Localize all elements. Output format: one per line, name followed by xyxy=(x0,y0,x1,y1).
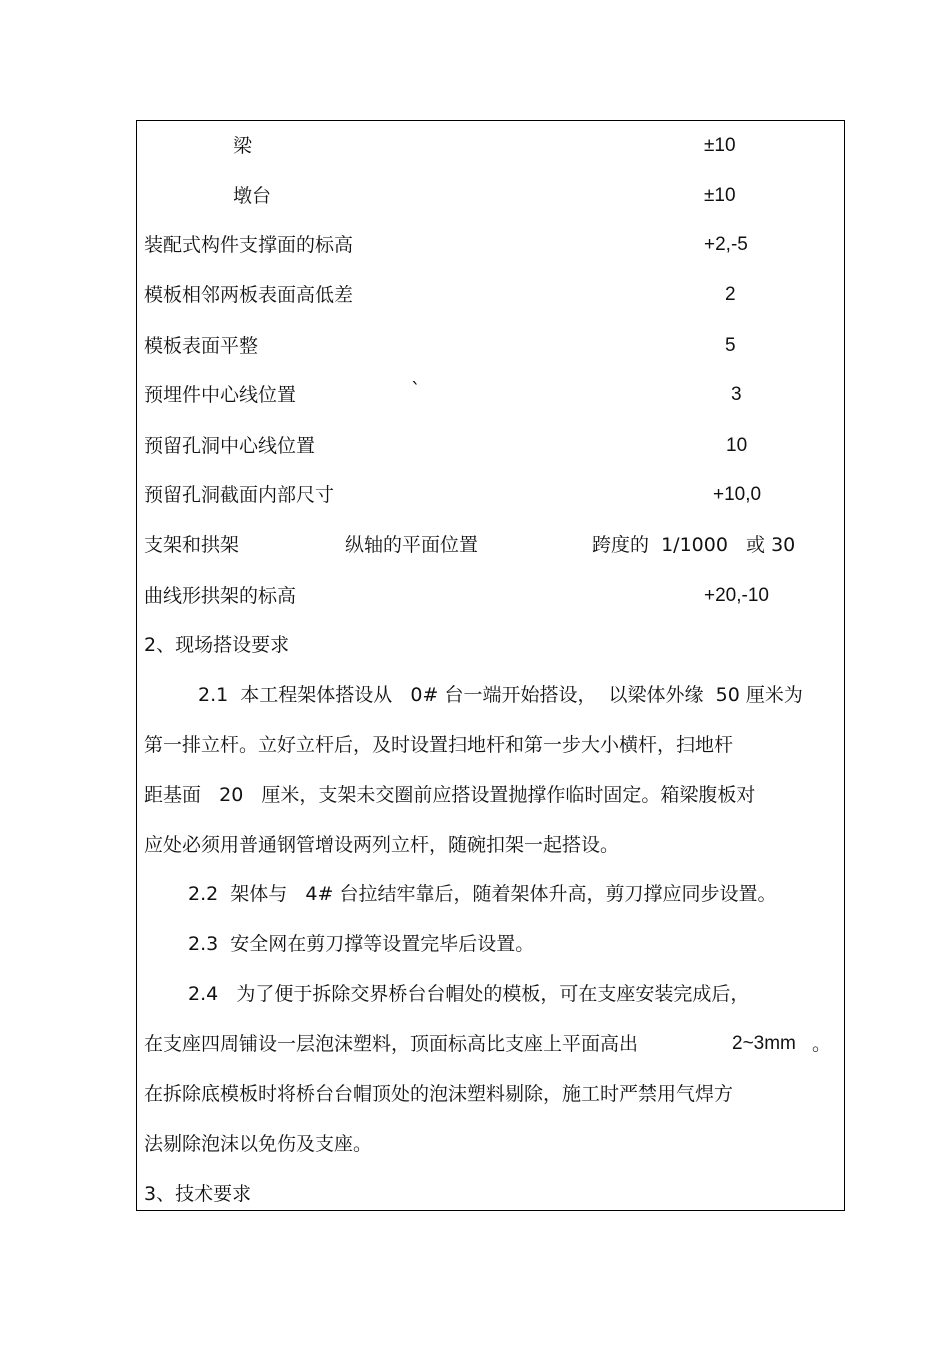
para-2-4-line-2: 在支座四周铺设一层泡沫塑料，顶面标高比支座上平面高出 xyxy=(144,1033,639,1055)
row-label-support-elevation: 装配式构件支撑面的标高 xyxy=(144,234,354,256)
para-2-4-line-4: 法剔除泡沫以免伤及支座。 xyxy=(144,1133,373,1155)
row-label-beam: 梁 xyxy=(233,135,253,157)
para-2-4-line-1: 2.4 为了便于拆除交界桥台台帽处的模板，可在支座安装完成后， xyxy=(188,983,750,1005)
row-value-arch-elevation: +20,-10 xyxy=(704,585,769,606)
row-label-hole-center: 预留孔洞中心线位置 xyxy=(144,435,316,457)
row-label-flatness: 模板表面平整 xyxy=(144,335,259,357)
row-label-hole-size: 预留孔洞截面内部尺寸 xyxy=(144,484,335,506)
row-value-pier: ±10 xyxy=(704,185,736,206)
row-value-support-elevation: +2,-5 xyxy=(704,234,748,255)
row-value-hole-center: 10 xyxy=(726,435,748,456)
row-label-embedded-center: 预埋件中心线位置 xyxy=(144,384,297,406)
row-label-adjacent-diff: 模板相邻两板表面高低差 xyxy=(144,284,354,306)
row-label-pier: 墩台 xyxy=(233,185,272,207)
row-label-scaffold: 支架和拱架 xyxy=(144,534,240,556)
row-value-hole-size: +10,0 xyxy=(713,484,762,505)
section-3-heading: 3、技术要求 xyxy=(144,1183,252,1205)
para-2-1-line-2: 第一排立杆。立好立杆后，及时设置扫地杆和第一步大小横杆，扫地杆 xyxy=(144,734,734,756)
row-sub-axis-position: 纵轴的平面位置 xyxy=(345,534,479,556)
para-2-3: 2.3 安全网在剪刀撑等设置完毕后设置。 xyxy=(188,933,535,955)
para-2-1-line-4: 应处必须用普通钢管增设两列立杆，随碗扣架一起搭设。 xyxy=(144,834,620,856)
para-2-4-line-3: 在拆除底模板时将桥台台帽顶处的泡沫塑料剔除，施工时严禁用气焊方 xyxy=(144,1083,734,1105)
para-2-1-line-3: 距基面 20 厘米，支架未交圈前应搭设置抛撑作临时固定。箱梁腹板对 xyxy=(144,784,756,806)
para-2-1-line-1: 2.1 本工程架体搭设从 0# 台一端开始搭设， 以梁体外缘 50 厘米为 xyxy=(198,684,803,706)
section-2-heading: 2、现场搭设要求 xyxy=(144,634,290,656)
row-label-arch-elevation: 曲线形拱架的标高 xyxy=(144,585,297,607)
row-value-embedded-center: 3 xyxy=(731,384,742,405)
row-stray-mark: ` xyxy=(411,379,421,401)
row-value-scaffold: 跨度的 1/1000 或 30 xyxy=(592,534,796,556)
para-2-4-measurement: 2~3mm xyxy=(732,1033,796,1054)
row-value-beam: ±10 xyxy=(704,135,736,156)
row-value-adjacent-diff: 2 xyxy=(725,284,736,305)
para-2-4-period: 。 xyxy=(812,1033,832,1055)
para-2-2: 2.2 架体与 4# 台拉结牢靠后，随着架体升高，剪刀撑应同步设置。 xyxy=(188,883,777,905)
row-value-flatness: 5 xyxy=(725,335,736,356)
